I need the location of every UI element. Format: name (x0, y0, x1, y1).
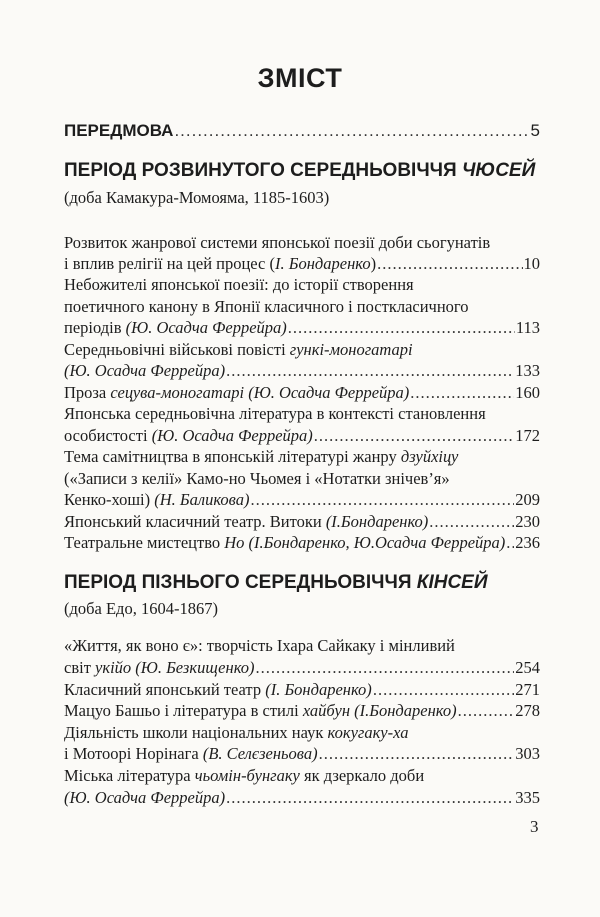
leader-dots (226, 361, 514, 381)
page-ref: 160 (515, 383, 540, 402)
leader-dots (506, 533, 514, 553)
page-ref: 303 (515, 744, 540, 763)
leader-dots (314, 426, 514, 446)
leader-dots (174, 121, 529, 141)
leader-dots (373, 680, 514, 700)
leader-dots (256, 658, 515, 678)
toc-entry[interactable]: і Мотоорі Норінага (В. Селєзеньова) ..... 303 (64, 744, 540, 764)
toc-entry[interactable]: (Ю. Осадча Феррейра) ..... 335 (64, 788, 540, 808)
page-ref: 335 (515, 788, 540, 807)
toc-entry[interactable]: Японський класичний театр. Витоки (І.Бондаренко) ..... 230 (64, 512, 540, 532)
toc-entry[interactable]: (Ю. Осадча Феррейра) ..... 133 (64, 361, 540, 381)
toc-entry[interactable]: Класичний японський театр (І. Бондаренко) ..... 271 (64, 680, 540, 700)
toc-entry[interactable]: Театральне мистецтво Но (І.Бондаренко, Ю.Осадча Феррейра) ..... 236 (64, 533, 540, 553)
page-ref: 254 (515, 658, 540, 677)
toc-entry-line: («Записи з келії» Камо-но Чьомея і «Нотатки знічев’я» (64, 469, 450, 488)
toc-entry-preface[interactable]: ПЕРЕДМОВА ..... 5 (64, 121, 540, 141)
leader-dots (410, 383, 514, 403)
page-ref: 236 (515, 533, 540, 552)
toc-entry-line: Середньовічні військові повісті гункі-моногатарі (64, 340, 413, 359)
page-ref: 113 (515, 318, 540, 337)
section-heading: ПЕРІОД РОЗВИНУТОГО СЕРЕДНЬОВІЧЧЯ ЧЮСЕЙ (64, 160, 536, 181)
leader-dots (226, 788, 514, 808)
leader-dots (377, 254, 522, 274)
toc-entry-line: Розвиток жанрової системи японської поезії доби сьогунатів (64, 233, 491, 252)
page-ref: 230 (515, 512, 540, 531)
page-title: ЗМІСТ (257, 63, 343, 93)
toc-entry[interactable]: Проза сецува-моногатарі (Ю. Осадча Феррейра) ..... 160 (64, 383, 540, 403)
page-number: 3 (530, 817, 539, 836)
toc-entry[interactable]: Кенко-хоші) (Н. Баликова) ..... 209 (64, 490, 540, 510)
page-ref: 278 (515, 701, 540, 720)
toc-entry-line: Небожителі японської поезії: до історії створення (64, 275, 414, 294)
page-ref: 133 (515, 361, 540, 380)
toc-entry[interactable]: періодів (Ю. Осадча Феррейра) ..... 113 (64, 318, 540, 338)
leader-dots (429, 512, 514, 532)
leader-dots (458, 701, 515, 721)
toc-entry[interactable]: Мацуо Башьо і література в стилі хайбун (І.Бондаренко) ..... 278 (64, 701, 540, 721)
page-ref: 5 (530, 121, 540, 140)
leader-dots (288, 318, 515, 338)
toc-entry[interactable]: особистості (Ю. Осадча Феррейра) ..... 172 (64, 426, 540, 446)
toc-entry-line: Тема самітництва в японській літературі жанру дзуйхіцу (64, 447, 459, 466)
toc-entry[interactable]: і вплив релігії на цей процес (І. Бондаренко) ..... 10 (64, 254, 540, 274)
toc-entry[interactable]: світ укійо (Ю. Безкищенко) ..... 254 (64, 658, 540, 678)
toc-entry-line: поетичного канону в Японії класичного і посткласичного (64, 297, 469, 316)
page-ref: 10 (523, 254, 540, 273)
page-ref: 271 (515, 680, 540, 699)
toc-entry-line: Діяльність школи національних наук кокугаку-ха (64, 723, 409, 742)
section-subtitle: (доба Камакура-Момояма, 1185-1603) (64, 188, 330, 207)
toc-entry-line: Міська література чьомін-бунгаку як дзеркало доби (64, 766, 425, 785)
page-ref: 209 (515, 490, 540, 509)
toc-entry-line: «Життя, як воно є»: творчість Іхара Сайкаку і мінливий (64, 636, 455, 655)
section-subtitle: (доба Едо, 1604-1867) (64, 599, 218, 618)
page-ref: 172 (515, 426, 540, 445)
toc-entry-line: Японська середньовічна література в контексті становлення (64, 404, 486, 423)
leader-dots (250, 490, 514, 510)
section-heading: ПЕРІОД ПІЗНЬОГО СЕРЕДНЬОВІЧЧЯ КІНСЕЙ (64, 572, 488, 593)
leader-dots (319, 744, 515, 764)
